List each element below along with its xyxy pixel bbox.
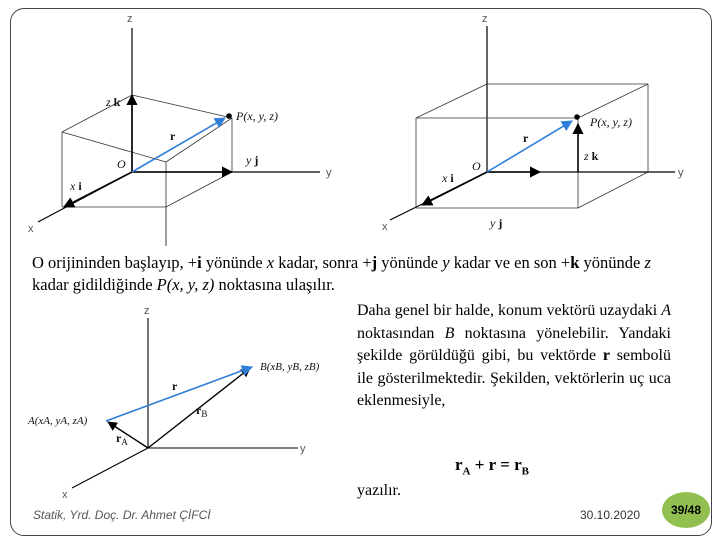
zk-label: z k: [106, 95, 121, 109]
y-axis-label: y: [678, 167, 684, 179]
origin-label: O: [117, 157, 126, 171]
yj-label: y j: [490, 216, 503, 230]
page-number-badge: 39/48: [662, 492, 710, 528]
xi-label: x i: [70, 179, 82, 193]
z-axis-label: z: [482, 13, 488, 25]
x-axis-label: x: [28, 223, 34, 235]
side-paragraph: Daha genel bir halde, konum vektörü uzaydaki A noktasından B noktasına yönelebilir. Yandaki şekilde görüldüğü gibi, bu vektörde r sembolü ile gösterilmektedir. Şekilden, vektörlerin uç uca eklenmesiyle,: [357, 302, 672, 409]
guide-box: [62, 95, 232, 246]
position-vector-r: [487, 121, 572, 172]
figure-right-position-vector: [360, 0, 720, 250]
figure-bottom-relative-position: [0, 300, 350, 510]
ra-label: rA: [116, 431, 128, 447]
vector-sum-equation: $r_A + r = r_B$: [455, 455, 530, 478]
vector-r: [106, 367, 252, 421]
z-axis-label: z: [144, 305, 150, 317]
y-axis-label: y: [300, 443, 306, 455]
vector-ra: [108, 422, 148, 448]
xi-label: x i: [442, 171, 454, 185]
footer-author: Statik, Yrd. Doç. Dr. Ahmet ÇİFCİ: [33, 508, 211, 522]
r-label: r: [170, 129, 176, 143]
point-b-label: B(xB, yB, zB): [260, 361, 320, 373]
r-label: r: [172, 379, 178, 393]
x-axis-label: x: [382, 221, 388, 233]
i-unit-arrow: [422, 172, 487, 205]
x-axis-label: x: [62, 489, 68, 501]
x-axis: [72, 448, 148, 488]
closing-text: yazılır.: [357, 482, 401, 499]
r-label: r: [523, 131, 529, 145]
point-p-label: P(x, y, z): [236, 109, 278, 123]
y-axis-label: y: [326, 167, 332, 179]
z-axis-label: z: [127, 13, 133, 25]
rb-label: rB: [196, 403, 208, 419]
point-p: [226, 113, 232, 119]
yj-label: y j: [246, 153, 259, 167]
intro-paragraph: O orijininden başlayıp, +i yönünde x kadar, sonra +j yönünde y kadar ve en son +k yönünde z kadar gidildiğinde P(x, y, z) noktasına ulaşılır.: [32, 253, 651, 294]
origin-label: O: [472, 159, 481, 173]
figure-left-position-vector: [0, 0, 360, 250]
point-p-label: P(x, y, z): [590, 115, 632, 129]
footer-date: 30.10.2020: [580, 508, 641, 522]
point-p: [574, 114, 580, 120]
zk-label: z k: [584, 149, 599, 163]
position-vector-r: [132, 118, 225, 172]
point-a-label: A(xA, yA, zA): [28, 415, 88, 427]
